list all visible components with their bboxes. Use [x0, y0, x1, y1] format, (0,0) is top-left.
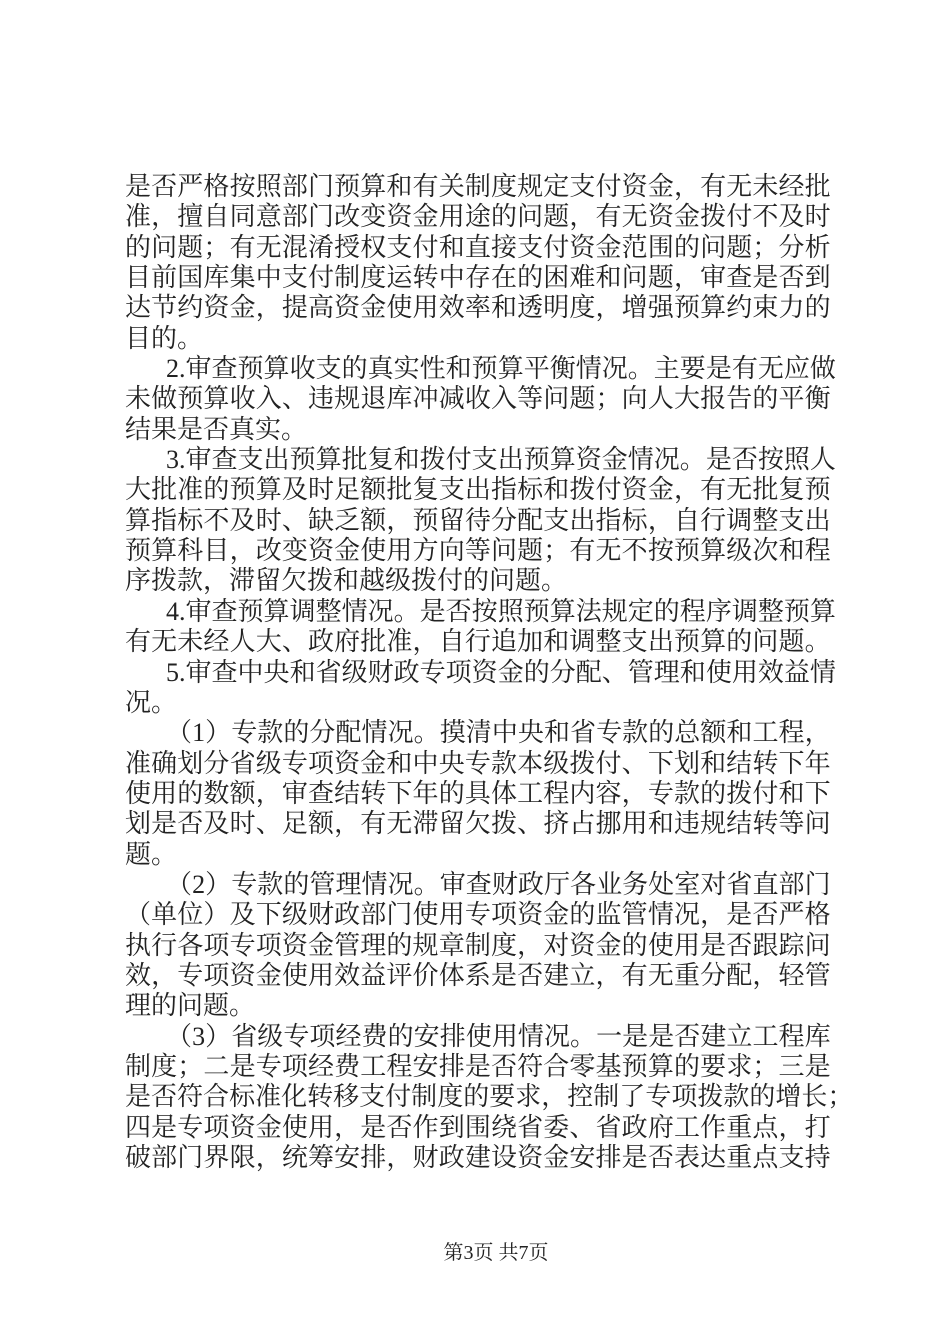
- paragraph-indent: [125, 354, 166, 384]
- text-line: 制 度 ； 二 是 专 项 经 费 工 程 安 排 是 否 符 合 零 基 预 算 的 要 求 ； 三 是: [125, 1051, 831, 1081]
- text-line: 准 确 划 分 省 级 专 项 资 金 和 中 央 专 款 本 级 拨 付 、 下 划 和 结 转 下 年: [125, 748, 831, 778]
- text-line: 破 部 门 界 限 ， 统 筹 安 排 ， 财 政 建 设 资 金 安 排 是 否 表 达 重 点 支 持: [125, 1143, 831, 1172]
- text-line: 2 . 审 查 预 算 收 支 的 真 实 性 和 预 算 平 衡 情 况 。 主 要 是 有 无 应 做: [125, 354, 831, 384]
- text-line: 算 指 标 不 及 时 、 缺 乏 额 ， 预 留 待 分 配 支 出 指 标 ， 自 行 调 整 支 出: [125, 505, 831, 535]
- text-line: 四 是 专 项 资 金 使 用 ， 是 否 作 到 围 绕 省 委 、 省 政 府 工 作 重 点 ， 打: [125, 1112, 831, 1142]
- text-line: 序拨款，滞留欠拨和越级拨付的问题。: [125, 566, 568, 596]
- text-line: 达 节 约 资 金 ， 提 高 资 金 使 用 效 率 和 透 明 度 ， 增 强 预 算 约 束 力 的: [125, 293, 831, 323]
- text-line: 题。: [125, 839, 178, 869]
- text-line: 未 做 预 算 收 入 、 违 规 退 库 冲 减 收 入 等 问 题 ； 向 人 大 报 告 的 平 衡: [125, 384, 831, 414]
- text-line: 是 否 严 格 按 照 部 门 预 算 和 有 关 制 度 规 定 支 付 资 金 ， 有 无 未 经 批: [125, 172, 831, 201]
- page-number: 第3页 共7页: [443, 1242, 549, 1264]
- text-line: 准 ， 擅 自 同 意 部 门 改 变 资 金 用 途 的 问 题 ， 有 无 资 金 拨 付 不 及 时: [125, 202, 831, 232]
- text-line: 理的问题。: [125, 991, 256, 1021]
- text-line: 大 批 准 的 预 算 及 时 足 额 批 复 支 出 指 标 和 拨 付 资 金 ， 有 无 批 复 预: [125, 475, 831, 505]
- paragraph-indent: [125, 658, 166, 688]
- text-line: 目的。: [125, 323, 204, 353]
- paragraph-indent: [125, 718, 166, 748]
- text-line: 预 算 科 目 ， 改 变 资 金 使 用 方 向 等 问 题 ； 有 无 不 按 预 算 级 次 和 程: [125, 536, 831, 566]
- paragraph-indent: [125, 870, 166, 900]
- text-line: （ 2 ） 专 款 的 管 理 情 况 。 审 查 财 政 厅 各 业 务 处 室 对 省 直 部 门: [125, 870, 831, 900]
- text-line: 的 问 题 ； 有 无 混 淆 授 权 支 付 和 直 接 支 付 资 金 范 围 的 问 题 ； 分 析: [125, 232, 831, 262]
- text-line: 目 前 国 库 集 中 支 付 制 度 运 转 中 存 在 的 困 难 和 问 题 ， 审 查 是 否 到: [125, 263, 831, 293]
- text-line: 有 无 未 经 人 大 、 政 府 批 准 ， 自 行 追 加 和 调 整 支 出 预 算 的 问 题 。: [125, 627, 831, 657]
- page-footer: [21, 1240, 950, 1266]
- text-line: 执 行 各 项 专 项 资 金 管 理 的 规 章 制 度 ， 对 资 金 的 使 用 是 否 跟 踪 问: [125, 930, 831, 960]
- text-line: 5 . 审 查 中 央 和 省 级 财 政 专 项 资 金 的 分 配 、 管 理 和 使 用 效 益 情: [125, 658, 831, 688]
- document-body: [125, 172, 854, 1173]
- paragraph-indent: [125, 597, 166, 627]
- paragraph-indent: [125, 445, 166, 475]
- paragraph-indent: [125, 1022, 166, 1052]
- text-line: 4 . 审 查 预 算 调 整 情 况 。 是 否 按 照 预 算 法 规 定 的 程 序 调 整 预 算: [125, 597, 831, 627]
- text-line: （ 1 ） 专 款 的 分 配 情 况 。 摸 清 中 央 和 省 专 款 的 总 额 和 工 程 ，: [125, 718, 831, 748]
- text-line: 况。: [125, 687, 178, 717]
- text-line: （ 单 位 ） 及 下 级 财 政 部 门 使 用 专 项 资 金 的 监 管 情 况 ， 是 否 严 格: [125, 900, 831, 930]
- text-line: 3 . 审 查 支 出 预 算 批 复 和 拨 付 支 出 预 算 资 金 情 况 。 是 否 按 照 人: [125, 445, 831, 475]
- text-line: 使 用 的 数 额 ， 审 查 结 转 下 年 的 具 体 工 程 内 容 ， 专 款 的 拨 付 和 下: [125, 778, 831, 808]
- text-line: 效 ， 专 项 资 金 使 用 效 益 评 价 体 系 是 否 建 立 ， 有 无 重 分 配 ， 轻 管: [125, 960, 831, 990]
- text-line: 划 是 否 及 时 、 足 额 ， 有 无 滞 留 欠 拨 、 挤 占 挪 用 和 违 规 结 转 等 问: [125, 809, 831, 839]
- text-line: 结果是否真实。: [125, 414, 308, 444]
- text-line: 是 否 符 合 标 准 化 转 移 支 付 制 度 的 要 求 ， 控 制 了 专 项 拨 款 的 增 长 ；: [125, 1082, 854, 1112]
- text-line: （ 3 ） 省 级 专 项 经 费 的 安 排 使 用 情 况 。 一 是 是 否 建 立 工 程 库: [125, 1022, 831, 1052]
